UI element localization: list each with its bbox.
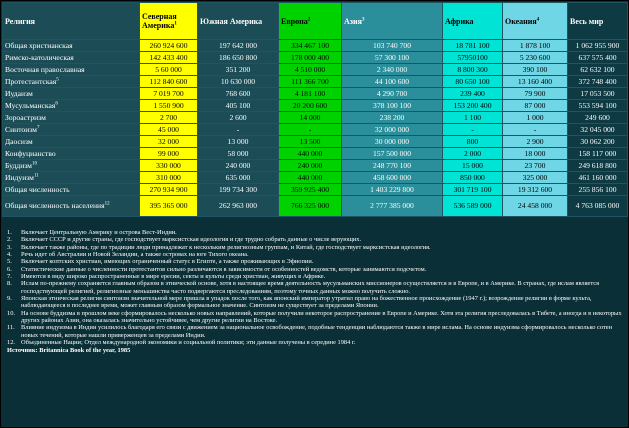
- value-cell-oceania: 79 900: [503, 88, 568, 100]
- value-cell-world: 62 632 100: [568, 64, 628, 76]
- header-europe: Европа$^2$: [279, 3, 342, 40]
- value-cell-asia: 458 600 000: [342, 172, 443, 184]
- value-cell-world: 255 856 100: [568, 184, 628, 196]
- value-cell-oceania: 1 000: [503, 112, 568, 124]
- value-cell-south-america: 635 000: [198, 172, 279, 184]
- value-cell-north-america: 310 000: [140, 172, 198, 184]
- value-cell-europe: 359 925 400: [279, 184, 342, 196]
- table-row: [3, 160, 628, 172]
- table-row: [3, 40, 628, 52]
- value-cell-africa: 536 589 000: [443, 196, 503, 217]
- header-south-america: Южная Америка: [198, 3, 279, 40]
- footnote: 11. Влияние индуизма в Индии усилилось благодаря его связи с движением за национальное освобождение, подобные тенденции наблюдаются также в мире ислама. На основе индуизма сформировалось несколько сотен новых течений, которые нашли приверженцев за пределами Индии.: [7, 324, 613, 339]
- footnote: 12. Объединенные Нации; Отдел международной экономики и социальной политики; эти данные получены в середине 1984 г.: [7, 339, 356, 347]
- value-cell-asia: 2 340 000: [342, 64, 443, 76]
- value-cell-europe: 178 000 400: [279, 52, 342, 64]
- value-cell-oceania: 325 000: [503, 172, 568, 184]
- value-cell-oceania: 24 458 000: [503, 196, 568, 217]
- value-cell-asia: 103 740 700: [342, 40, 443, 52]
- religion-name-cell: Иудаизм: [3, 88, 140, 100]
- table-row: [3, 112, 628, 124]
- value-cell-north-america: 270 934 900: [140, 184, 198, 196]
- religion-name-cell: Римско-католическая: [3, 52, 140, 64]
- value-cell-world: 249 600: [568, 112, 628, 124]
- value-cell-north-america: 330 000: [140, 160, 198, 172]
- value-cell-south-america: 768 600: [198, 88, 279, 100]
- value-cell-south-america: 405 100: [198, 100, 279, 112]
- value-cell-oceania: 87 000: [503, 100, 568, 112]
- table-row: [3, 196, 628, 217]
- value-cell-north-america: 32 000: [140, 136, 198, 148]
- value-cell-north-america: 7 019 700: [140, 88, 198, 100]
- value-cell-asia: 44 100 600: [342, 76, 443, 88]
- value-cell-europe: 20 200 600: [279, 100, 342, 112]
- value-cell-europe: -: [279, 124, 342, 136]
- table-row: [3, 76, 628, 88]
- value-cell-africa: 18 781 100: [443, 40, 503, 52]
- religion-name-cell: Синтоизм$^7$: [3, 124, 140, 136]
- value-cell-asia: 1 403 229 800: [342, 184, 443, 196]
- value-cell-europe: 240 000: [279, 160, 342, 172]
- value-cell-africa: 15 000: [443, 160, 503, 172]
- value-cell-world: 372 748 400: [568, 76, 628, 88]
- footnote: 8. Ислам по-прежнему сохраняется главным образом в этнической основе, хотя в настоящее время деятельность мусульманских миссионеров осуществляется и в Европе, и в Америке. В странах, где ислам является господствующей религией, религиозные меньшинства часто подвергаются преследованиям, поэтому точных данных можно получить сложно.: [7, 280, 600, 295]
- value-cell-oceania: 19 312 600: [503, 184, 568, 196]
- value-cell-africa: 2 000: [443, 148, 503, 160]
- footnote: 3. Включает также районы, где по традиции люди принадлежат к нескольким религиозным группам, и Китай, где господствует марксистская идеология.: [7, 243, 431, 251]
- value-cell-south-america: -: [198, 124, 279, 136]
- value-cell-oceania: 390 100: [503, 64, 568, 76]
- value-cell-south-america: 10 630 000: [198, 76, 279, 88]
- religion-name-cell: Буддизм$^{10}$: [3, 160, 140, 172]
- value-cell-asia: 238 200: [342, 112, 443, 124]
- value-cell-europe: 440 000: [279, 172, 342, 184]
- value-cell-asia: 2 777 385 000: [342, 196, 443, 217]
- religion-name-cell: Даосизм: [3, 136, 140, 148]
- table-row: [3, 136, 628, 148]
- footnote: 6. Статистические данные о численности протестантов сильно различаются в зависимости от особенностей ведомств, которые занимаются подсчетом.: [7, 265, 427, 273]
- footnote: 9. Японская этническая религия синтоизм значительной мере пришла в упадок после того, как японский император утратил право на божественное происхождение (1947 г.); возрождение религии в форме культа, наблюдающееся в последнее время, может главным образом формальное значение. Синтоизм не существует за пределами Японии.: [7, 295, 592, 310]
- table-row: [3, 184, 628, 196]
- value-cell-world: 1 062 955 900: [568, 40, 628, 52]
- value-cell-europe: 766 325 000: [279, 196, 342, 217]
- value-cell-north-america: 99 000: [140, 148, 198, 160]
- value-cell-europe: 13 500: [279, 136, 342, 148]
- value-cell-north-america: 142 433 400: [140, 52, 198, 64]
- value-cell-world: 553 594 100: [568, 100, 628, 112]
- value-cell-asia: 248 770 100: [342, 160, 443, 172]
- value-cell-africa: 850 000: [443, 172, 503, 184]
- value-cell-world: 637 575 400: [568, 52, 628, 64]
- value-cell-world: 158 117 000: [568, 148, 628, 160]
- value-cell-asia: 378 100 100: [342, 100, 443, 112]
- religion-name-cell: Общая численность населения$^{12}$: [3, 196, 140, 217]
- footnote: 10. На основе буддизма в прошлом веке сформировалось несколько новых направлений, которые получили некоторое распространение в Европе и Америке. Хотя эта религия преследовалась в Тибете, а иногда и в некоторых других районах Азии, она оказалась значительно устойчивее, чем другие религии на Востоке.: [7, 309, 622, 325]
- value-cell-europe: 111 366 700: [279, 76, 342, 88]
- value-cell-north-america: 395 365 000: [140, 196, 198, 217]
- value-cell-south-america: 13 000: [198, 136, 279, 148]
- value-cell-south-america: 199 734 300: [198, 184, 279, 196]
- value-cell-south-america: 2 600: [198, 112, 279, 124]
- value-cell-north-america: 1 550 900: [140, 100, 198, 112]
- value-cell-oceania: -: [503, 124, 568, 136]
- value-cell-asia: 30 000 000: [342, 136, 443, 148]
- value-cell-oceania: 2 900: [503, 136, 568, 148]
- value-cell-asia: 32 000 000: [342, 124, 443, 136]
- value-cell-south-america: 186 650 800: [198, 52, 279, 64]
- value-cell-north-america: 260 924 600: [140, 40, 198, 52]
- value-cell-africa: -: [443, 124, 503, 136]
- religion-name-cell: Восточная православная: [3, 64, 140, 76]
- value-cell-north-america: 112 840 600: [140, 76, 198, 88]
- religion-name-cell: Конфуцианство: [3, 148, 140, 160]
- value-cell-south-america: 197 642 000: [198, 40, 279, 52]
- value-cell-world: 249 618 800: [568, 160, 628, 172]
- value-cell-asia: 157 500 000: [342, 148, 443, 160]
- header-religion: Религия: [3, 3, 140, 40]
- religion-name-cell: Мусульманская$^6$: [3, 100, 140, 112]
- header-oceania: Океания$^4$: [503, 3, 568, 40]
- value-cell-north-america: 45 000: [140, 124, 198, 136]
- value-cell-europe: 4 510 000: [279, 64, 342, 76]
- value-cell-south-america: 240 000: [198, 160, 279, 172]
- value-cell-south-america: 351 200: [198, 64, 279, 76]
- value-cell-world: 461 160 000: [568, 172, 628, 184]
- source-line: Источник: Britannica Book of the year, 1985: [7, 346, 131, 354]
- value-cell-africa: 1 100: [443, 112, 503, 124]
- value-cell-africa: 153 200 400: [443, 100, 503, 112]
- value-cell-world: 17 053 500: [568, 88, 628, 100]
- table-row: [3, 52, 628, 64]
- header-row: [3, 3, 628, 40]
- value-cell-oceania: 18 000: [503, 148, 568, 160]
- value-cell-north-america: 5 60 000: [140, 64, 198, 76]
- value-cell-asia: 4 290 700: [342, 88, 443, 100]
- value-cell-africa: 80 650 100: [443, 76, 503, 88]
- religion-name-cell: Общая численность: [3, 184, 140, 196]
- value-cell-africa: 800: [443, 136, 503, 148]
- header-asia: Азия$^3$: [342, 3, 443, 40]
- value-cell-oceania: 5 230 600: [503, 52, 568, 64]
- value-cell-europe: 334 467 100: [279, 40, 342, 52]
- value-cell-world: 30 062 200: [568, 136, 628, 148]
- header-north-america: Северная Америка$^1$: [140, 3, 198, 40]
- footnote: 2. Включает СССР и другие страны, где господствует марксистская идеология и где трудно собрать данные о числе верующих.: [7, 236, 362, 244]
- religion-name-cell: Зороастризм: [3, 112, 140, 124]
- value-cell-europe: 440 000: [279, 148, 342, 160]
- value-cell-asia: 57 300 100: [342, 52, 443, 64]
- table-row: [3, 100, 628, 112]
- value-cell-africa: 301 719 100: [443, 184, 503, 196]
- footnote: 7. Имеются в виду широко распространенные в мире ересии, секты и культы среди христиан, живущих в Африке.: [7, 273, 326, 281]
- religion-name-cell: Общая христианская: [3, 40, 140, 52]
- table-row: [3, 172, 628, 184]
- header-africa: Африка: [443, 3, 503, 40]
- footnote: 5. Включает коптских христиан, имеющих ограниченный статус в Египте, а также проживающих в Эфиопии.: [7, 258, 314, 266]
- header-world: Весь мир: [568, 3, 628, 40]
- value-cell-africa: 239 400: [443, 88, 503, 100]
- value-cell-world: 32 045 000: [568, 124, 628, 136]
- value-cell-oceania: 13 160 400: [503, 76, 568, 88]
- footnote: 4. Речь идет об Австралии и Новой Зеландии, а также островах на юге Тихого океана.: [7, 251, 249, 259]
- table-row: [3, 124, 628, 136]
- value-cell-oceania: 1 878 100: [503, 40, 568, 52]
- value-cell-north-america: 2 700: [140, 112, 198, 124]
- value-cell-europe: 4 181 100: [279, 88, 342, 100]
- footnotes: [5, 229, 626, 354]
- table-row: [3, 64, 628, 76]
- table-row: [3, 148, 628, 160]
- value-cell-south-america: 262 963 000: [198, 196, 279, 217]
- value-cell-africa: 57950100: [443, 52, 503, 64]
- value-cell-south-america: 58 000: [198, 148, 279, 160]
- table-row: [3, 88, 628, 100]
- value-cell-europe: 14 000: [279, 112, 342, 124]
- religion-name-cell: Индуизм$^{11}$: [3, 172, 140, 184]
- value-cell-world: 4 763 085 000: [568, 196, 628, 217]
- value-cell-oceania: 23 700: [503, 160, 568, 172]
- religion-table: [2, 2, 628, 217]
- footnote: 1. Включает Центральную Америку и острова Вест-Индии.: [7, 229, 177, 236]
- value-cell-africa: 8 800 300: [443, 64, 503, 76]
- religion-name-cell: Протестантская$^5$: [3, 76, 140, 88]
